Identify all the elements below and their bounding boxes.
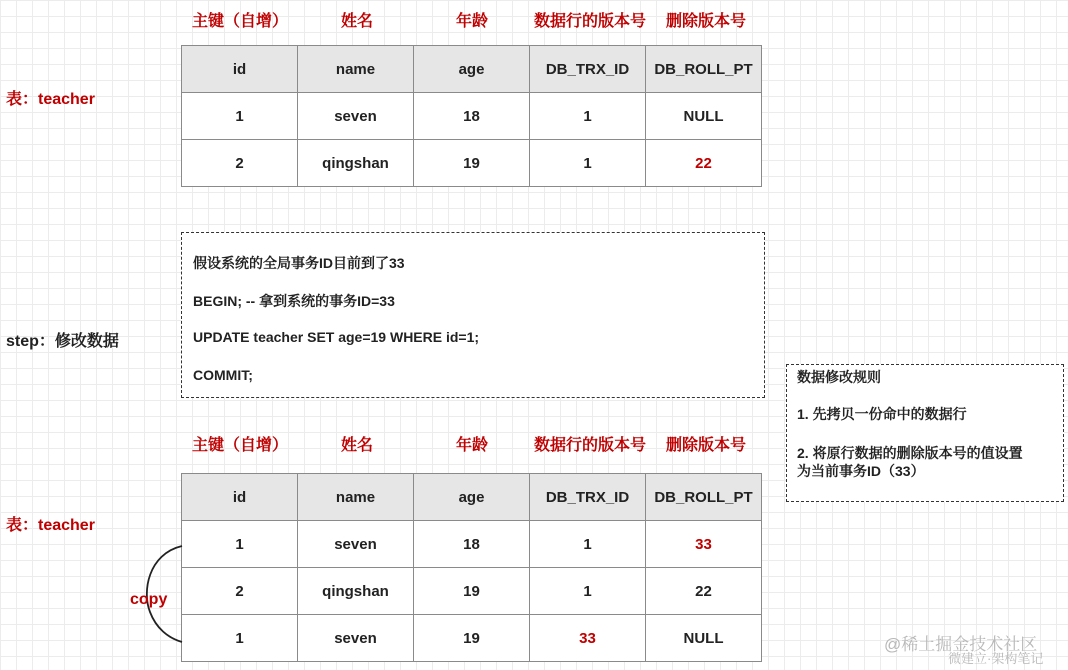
header-db-roll-pt: DB_ROLL_PT (646, 474, 762, 521)
note-delete-version: 删除版本号 (666, 13, 747, 30)
table-header-row (182, 46, 762, 93)
header-db-roll-pt: DB_ROLL_PT (646, 46, 762, 93)
note-primary-key: 主键（自增） (192, 13, 289, 30)
note-trx-version: 数据行的版本号 (534, 13, 647, 30)
cell-name: seven (298, 521, 414, 568)
copy-label: copy (130, 591, 168, 608)
cell-name: qingshan (298, 140, 414, 187)
rules-title: 数据修改规则 (797, 369, 881, 385)
cell-roll-pt-highlight: 33 (646, 521, 762, 568)
header-age: age (414, 474, 530, 521)
cell-age: 19 (414, 140, 530, 187)
cell-trx-id: 1 (530, 140, 646, 187)
cell-name: seven (298, 93, 414, 140)
watermark-subtext: 微建立·架构笔记 (948, 651, 1044, 666)
cell-age: 19 (414, 568, 530, 615)
header-id: id (182, 474, 298, 521)
note-name: 姓名 (341, 437, 374, 454)
cell-trx-id: 1 (530, 93, 646, 140)
table-row (182, 521, 762, 568)
rules-item-1: 1. 先拷贝一份命中的数据行 (797, 406, 967, 422)
table-row (182, 93, 762, 140)
step-line-global-trx: 假设系统的全局事务ID目前到了33 (193, 255, 405, 271)
top-teacher-table (181, 45, 762, 187)
cell-id: 1 (182, 615, 298, 662)
header-name: name (298, 474, 414, 521)
bottom-teacher-table (181, 473, 762, 662)
cell-trx-id: 1 (530, 568, 646, 615)
cell-id: 2 (182, 568, 298, 615)
header-id: id (182, 46, 298, 93)
cell-name: seven (298, 615, 414, 662)
step-label: step：修改数据 (6, 333, 119, 350)
rules-item-2-line-2: 为当前事务ID（33） (797, 463, 925, 479)
step-sql-box (181, 232, 765, 398)
note-delete-version: 删除版本号 (666, 437, 747, 454)
step-line-commit: COMMIT; (193, 367, 253, 383)
cell-roll-pt: 22 (646, 568, 762, 615)
note-trx-version: 数据行的版本号 (534, 437, 647, 454)
header-age: age (414, 46, 530, 93)
cell-id: 1 (182, 521, 298, 568)
table-row (182, 140, 762, 187)
cell-age: 18 (414, 93, 530, 140)
top-table-label: 表：teacher (6, 91, 95, 108)
note-age: 年龄 (456, 13, 489, 30)
bottom-table-label: 表：teacher (6, 517, 95, 534)
note-name: 姓名 (341, 13, 374, 30)
watermark-logo-text: @稀土掘金技术社区 (884, 635, 1038, 654)
rules-item-2-line-1: 2. 将原行数据的删除版本号的值设置 (797, 445, 1023, 461)
note-age: 年龄 (456, 437, 489, 454)
cell-age: 19 (414, 615, 530, 662)
table-row (182, 615, 762, 662)
cell-age: 18 (414, 521, 530, 568)
cell-roll-pt: NULL (646, 615, 762, 662)
note-primary-key: 主键（自增） (192, 437, 289, 454)
table-header-row (182, 474, 762, 521)
cell-roll-pt-highlight: 22 (646, 140, 762, 187)
cell-name: qingshan (298, 568, 414, 615)
cell-id: 1 (182, 93, 298, 140)
cell-trx-id: 1 (530, 521, 646, 568)
rules-box (786, 364, 1064, 502)
cell-id: 2 (182, 140, 298, 187)
header-db-trx-id: DB_TRX_ID (530, 46, 646, 93)
cell-trx-id-highlight: 33 (530, 615, 646, 662)
cell-roll-pt: NULL (646, 93, 762, 140)
step-line-begin: BEGIN; -- 拿到系统的事务ID=33 (193, 293, 395, 309)
table-row (182, 568, 762, 615)
step-line-update: UPDATE teacher SET age=19 WHERE id=1; (193, 329, 480, 345)
header-name: name (298, 46, 414, 93)
header-db-trx-id: DB_TRX_ID (530, 474, 646, 521)
